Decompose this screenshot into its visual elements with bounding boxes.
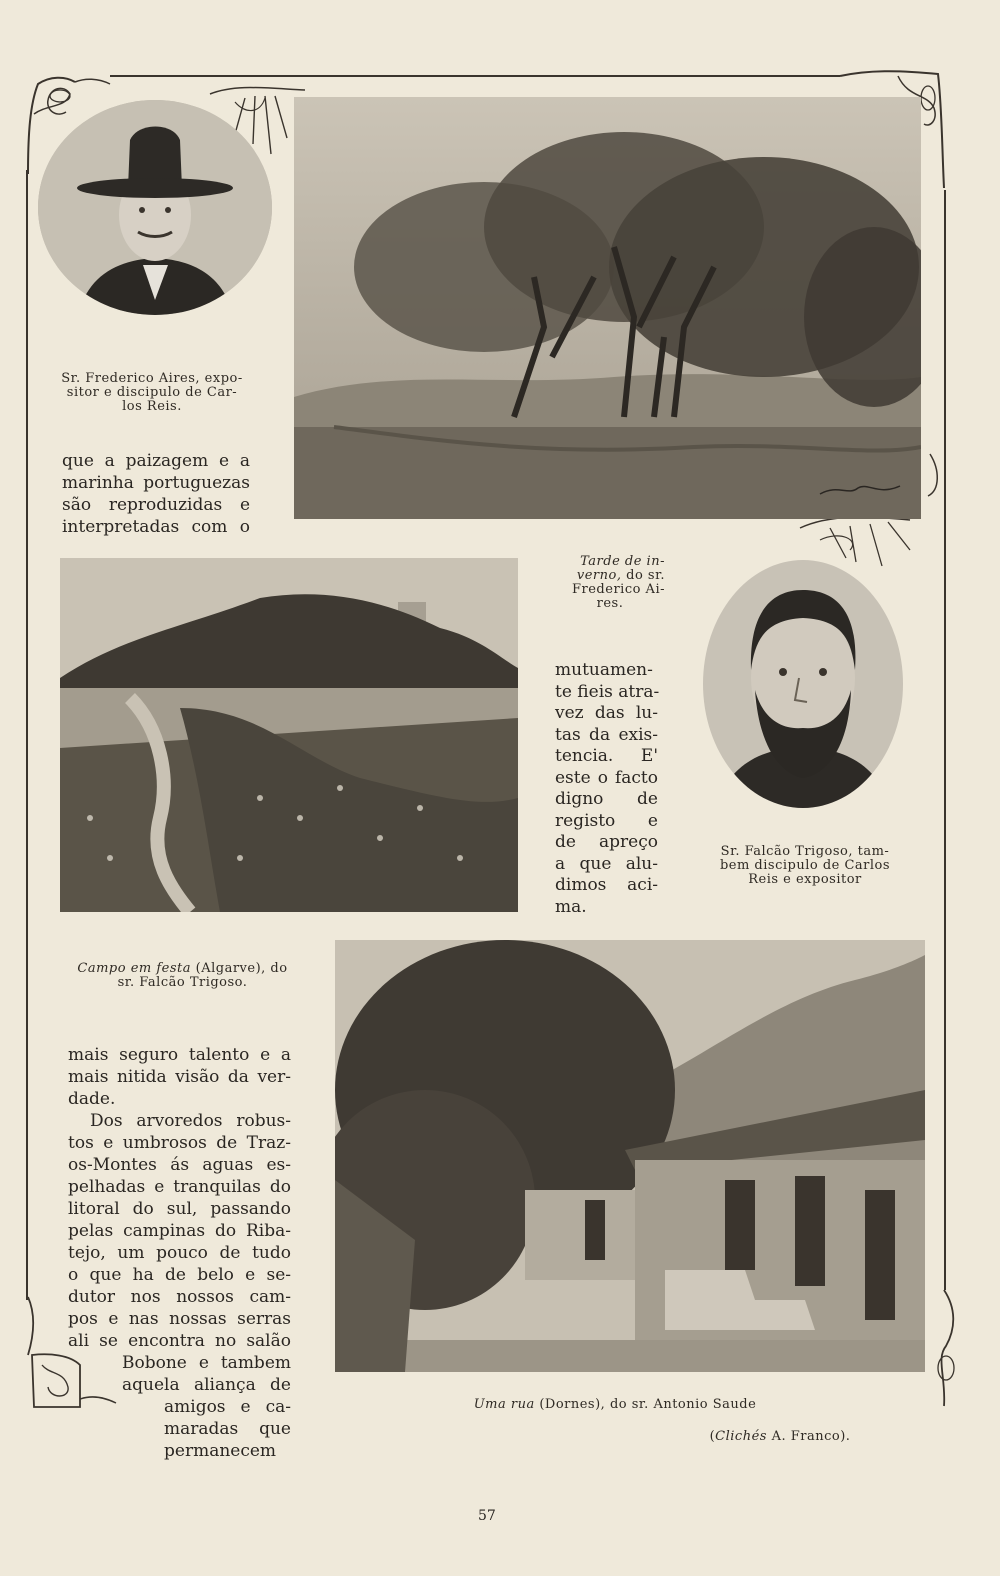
frame-right-rule bbox=[944, 190, 946, 1290]
caption-title: Tarde de in- bbox=[580, 554, 665, 569]
text-line: a que alu- bbox=[555, 853, 658, 874]
frame-top-rule bbox=[110, 75, 840, 77]
article-text-intro bbox=[62, 450, 250, 538]
caption-author: do sr. bbox=[621, 568, 665, 583]
text-line: pelas campinas do Riba- bbox=[68, 1221, 291, 1241]
article-text-middle bbox=[555, 660, 658, 918]
text-line: amigos e ca- bbox=[164, 1397, 291, 1417]
text-line: mais nitida visão da ver- bbox=[68, 1067, 291, 1087]
caption-author: sr. Falcão Trigoso. bbox=[117, 975, 248, 990]
text-line: ali se encontra no salão bbox=[68, 1331, 291, 1351]
text-line: te fieis atra- bbox=[555, 681, 660, 702]
text-line: são reproduzidas e bbox=[62, 495, 250, 515]
text-line: tencia. E' bbox=[555, 746, 658, 766]
caption-tarde-de-inverno bbox=[555, 555, 665, 611]
text-line: permanecem bbox=[164, 1441, 277, 1461]
text-line: aquela aliança de bbox=[122, 1375, 291, 1395]
text-line: registo e bbox=[555, 810, 658, 831]
caption-author: res. bbox=[596, 596, 624, 611]
text-line: este o facto bbox=[555, 767, 658, 788]
caption-uma-rua bbox=[440, 1398, 790, 1412]
text-line: mais seguro talento e a bbox=[68, 1045, 291, 1065]
caption-author: Frederico Ai- bbox=[572, 582, 665, 597]
credit-name: A. Franco). bbox=[766, 1429, 851, 1444]
portrait-frederico-aires bbox=[38, 100, 272, 315]
text-line: tos e umbrosos de Traz- bbox=[68, 1133, 291, 1153]
article-text-lower bbox=[68, 1044, 291, 1462]
text-line: ma. bbox=[555, 896, 587, 917]
caption-place: (Algarve), do bbox=[191, 961, 288, 976]
text-line: digno de bbox=[555, 789, 658, 809]
caption-line: bem discipulo de Carlos bbox=[719, 858, 891, 873]
caption-line: los Reis. bbox=[122, 399, 182, 414]
painting-campo-em-festa bbox=[60, 558, 518, 912]
caption-line: Reis e expositor bbox=[748, 872, 862, 887]
painting-uma-rua bbox=[335, 940, 925, 1372]
caption-author: (Dornes), do sr. Antonio Saude bbox=[534, 1397, 757, 1412]
text-line: interpretadas com o bbox=[62, 517, 250, 537]
text-line: mutuamen- bbox=[555, 660, 653, 680]
frame-left-rule bbox=[26, 170, 28, 1300]
text-line: que a paizagem e a bbox=[62, 451, 250, 471]
text-line: Dos arvoredos robus- bbox=[90, 1111, 291, 1131]
text-line: dade. bbox=[68, 1089, 116, 1109]
text-line: dutor nos nossos cam- bbox=[68, 1287, 291, 1307]
caption-line: Sr. Falcão Trigoso, tam- bbox=[720, 844, 890, 859]
caption-trigoso-portrait bbox=[700, 845, 910, 887]
caption-aires-portrait bbox=[52, 372, 252, 414]
page-number: 57 bbox=[478, 1508, 496, 1524]
text-line: tas da exis- bbox=[555, 724, 658, 745]
text-line: maradas que bbox=[164, 1419, 291, 1439]
painting-tarde-de-inverno bbox=[294, 97, 921, 519]
text-line: de apreço bbox=[555, 832, 658, 852]
caption-line: Sr. Frederico Aires, expo- bbox=[61, 371, 243, 386]
caption-campo-em-festa bbox=[60, 962, 305, 990]
text-line: o que ha de belo e se- bbox=[68, 1265, 291, 1285]
caption-title: Uma rua bbox=[473, 1397, 535, 1412]
caption-title: verno, bbox=[576, 568, 622, 583]
text-line: Bobone e tambem bbox=[122, 1353, 291, 1373]
text-line: pos e nas nossas serras bbox=[68, 1309, 291, 1329]
text-line: marinha portuguezas bbox=[62, 473, 250, 493]
text-line: os-Montes ás aguas es- bbox=[68, 1155, 291, 1175]
caption-line: sitor e discipulo de Car- bbox=[66, 385, 238, 400]
text-line: litoral do sul, passando bbox=[68, 1199, 291, 1219]
credit-label: Clichés bbox=[715, 1429, 767, 1444]
corner-ornament-bottom-right bbox=[926, 1288, 966, 1408]
portrait-falcao-trigoso bbox=[703, 560, 903, 808]
caption-cliches-credit bbox=[690, 1430, 870, 1444]
text-line: tejo, um pouco de tudo bbox=[68, 1243, 291, 1263]
caption-title: Campo em festa bbox=[77, 961, 192, 976]
text-line: pelhadas e tranquilas do bbox=[68, 1177, 291, 1197]
text-line: vez das lu- bbox=[555, 703, 658, 723]
text-line: dimos aci- bbox=[555, 875, 658, 895]
painting-signature bbox=[818, 480, 903, 500]
credit-paren: ( bbox=[709, 1429, 716, 1444]
